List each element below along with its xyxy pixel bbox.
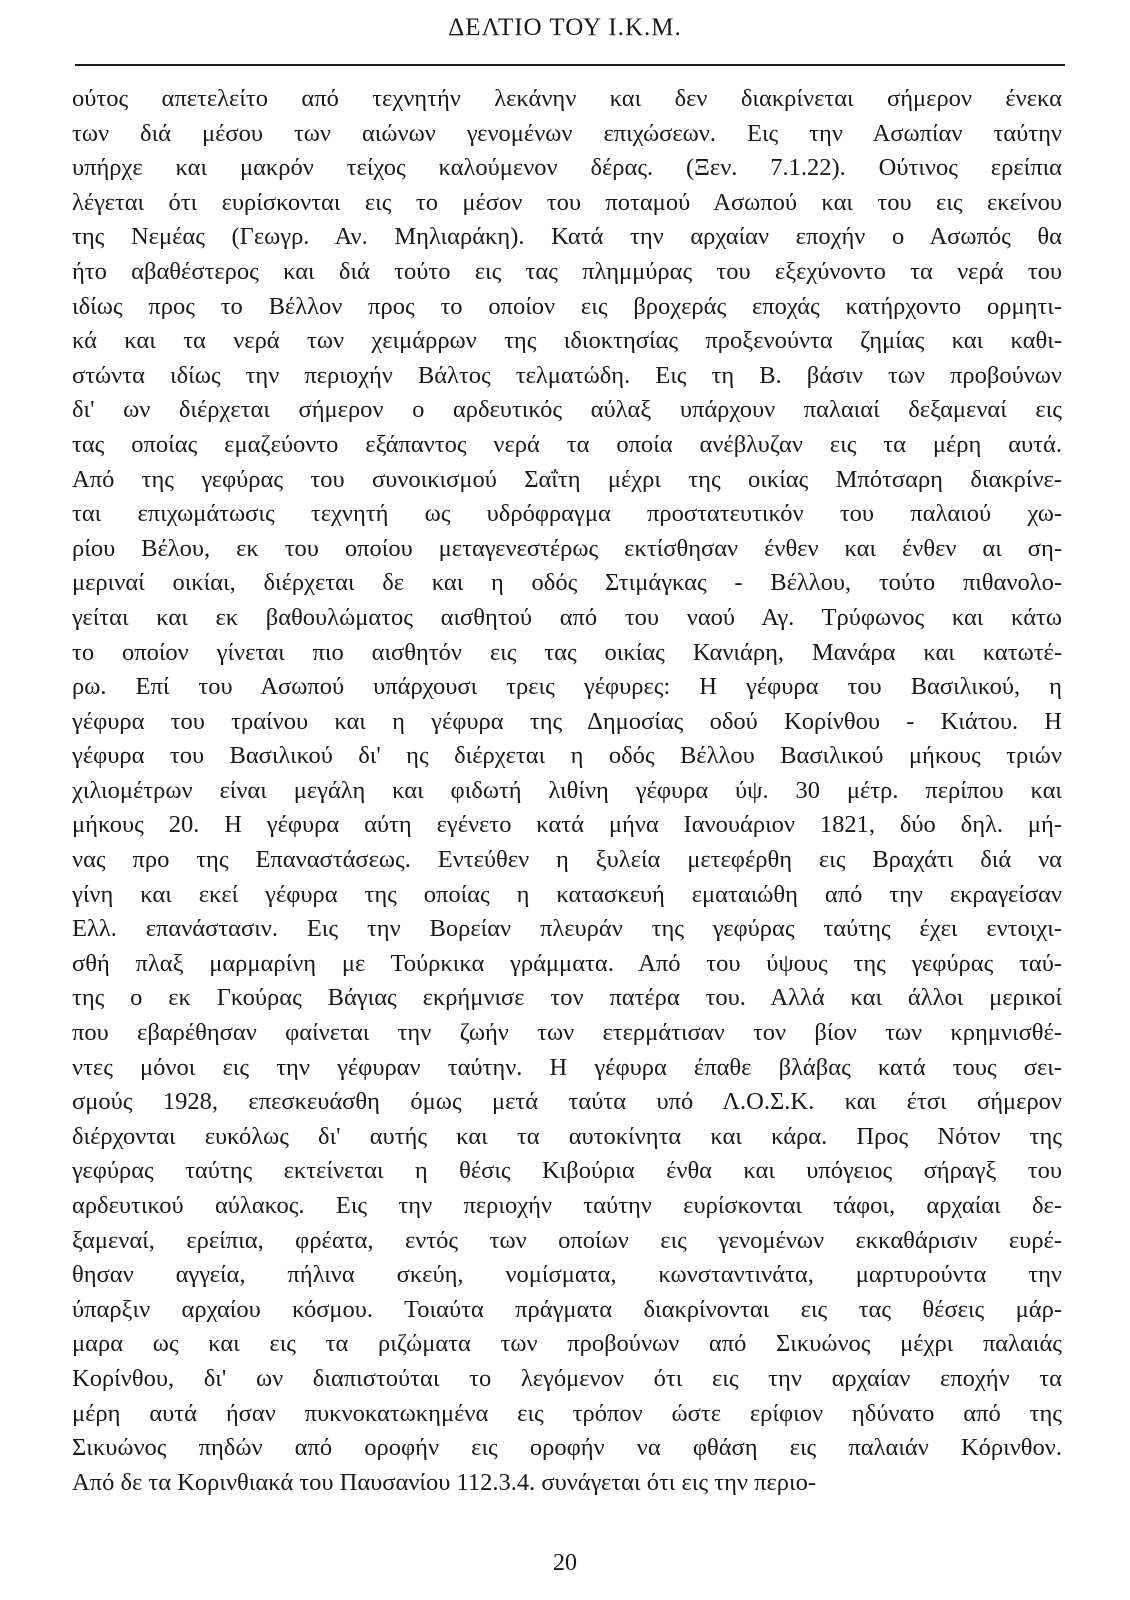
text-line: ρίου Βέλου, εκ του οποίου μεταγενεστέρως εκτίσθησαν ένθεν και ένθεν αι ση- [72, 534, 1062, 562]
text-line: ιδίως προς το Βέλλον προς το οποίον εις βροχεράς εποχάς κατήρχοντο ορμητι- [72, 292, 1062, 320]
text-line: ξαμεναί, ερείπια, φρέατα, εντός των οποίων εις γενομένων εκκαθάρισιν ευρέ- [72, 1226, 1062, 1254]
text-line: της Νεμέας (Γεωγρ. Αν. Μηλιαράκη). Κατά την αρχαίαν εποχήν ο Ασωπός θα [72, 223, 1062, 251]
text-line: ρω. Επί του Ασωπού υπάρχουσι τρεις γέφυρες: Η γέφυρα του Βασιλικού, η [72, 673, 1062, 701]
text-line: σμούς 1928, επεσκευάσθη όμως μετά ταύτα υπό Λ.Ο.Σ.Κ. και έτσι σήμερον [72, 1088, 1062, 1116]
page-number: 20 [553, 1550, 577, 1576]
text-line: γεφύρας ταύτης εκτείνεται η θέσις Κιβούρια ένθα και υπόγειος σήραγξ του [72, 1157, 1062, 1185]
text-line: το οποίον γίνεται πιο αισθητόν εις τας οικίας Κανιάρη, Μανάρα και κατωτέ- [72, 638, 1062, 666]
text-line: τας οποίας εμαζεύοντο εξάπαντος νερά τα οποία ανέβλυζαν εις τα μέρη αυτά. [72, 430, 1062, 458]
text-line: διέρχονται ευκόλως δι' αυτής και τα αυτοκίνητα και κάρα. Προς Νότον της [72, 1122, 1062, 1150]
text-line: γέφυρα του Βασιλικού δι' ης διέρχεται η οδός Βέλλου Βασιλικού μήκους τριών [72, 742, 1062, 770]
text-line: κά και τα νερά των χειμάρρων της ιδιοκτησίας προξενούντα ζημίας και καθι- [72, 327, 1062, 355]
text-line: Από δε τα Κορινθιακά του Παυσανίου 112.3.4. συνάγεται ότι εις την περιο- [72, 1468, 816, 1496]
text-line: γέφυρα του τραίνου και η γέφυρα της Δημοσίας οδού Κορίνθου - Κιάτου. Η [72, 707, 1062, 735]
text-line: σθή πλαξ μαρμαρίνη με Τούρκικα γράμματα. Από του ύψους της γεφύρας ταύ- [72, 949, 1062, 977]
text-line: μαρα ως και εις τα ριζώματα των προβούνων από Σικυώνος μέχρι παλαιάς [72, 1330, 1062, 1358]
text-line: γείται και εκ βαθουλώματος αισθητού από του ναού Αγ. Τρύφωνος και κάτω [72, 603, 1062, 631]
text-line: χιλιομέτρων είναι μεγάλη και φιδωτή λιθίνη γέφυρα ύψ. 30 μέτρ. περίπου και [72, 776, 1062, 804]
header-rule [75, 64, 1065, 66]
text-line: θησαν αγγεία, πήλινα σκεύη, νομίσματα, κωνσταντινάτα, μαρτυρούντα την [72, 1261, 1062, 1289]
text-line: ούτος απετελείτο από τεχνητήν λεκάνην και δεν διακρίνεται σήμερον ένεκα [72, 85, 1062, 112]
text-line: λέγεται ότι ευρίσκονται εις το μέσον του ποταμού Ασωπού και του εις εκείνου [72, 188, 1062, 216]
text-line: που εβαρέθησαν φαίνεται την ζωήν των ετερμάτισαν τον βίον των κρημνισθέ- [72, 1019, 1062, 1047]
text-line: νας προ της Επαναστάσεως. Εντεύθεν η ξυλεία μετεφέρθη εις Βραχάτι διά να [72, 846, 1062, 874]
text-line: δι' ων διέρχεται σήμερον ο αρδευτικός αύλαξ υπάρχουν παλαιαί δεξαμεναί εις [72, 396, 1062, 424]
text-line: Από της γεφύρας του συνοικισμού Σαΐτη μέχρι της οικίας Μπότσαρη διακρίνε- [72, 465, 1062, 493]
text-line: Σικυώνος πηδών από οροφήν εις οροφήν να φθάση εις παλαιάν Κόρινθον. [72, 1434, 1062, 1462]
text-line: ντες μόνοι εις την γέφυραν ταύτην. Η γέφυρα έπαθε βλάβας κατά τους σει- [72, 1053, 1062, 1081]
text-line: υπήρχε και μακρόν τείχος καλούμενον δέρας. (Ξεν. 7.1.22). Ούτινος ερείπια [72, 154, 1062, 182]
text-line: μήκους 20. Η γέφυρα αύτη εγένετο κατά μήνα Ιανουάριον 1821, δύο δηλ. μή- [72, 811, 1062, 839]
text-line: μεριναί οικίαι, διέρχεται δε και η οδός Στιμάγκας - Βέλλου, τούτο πιθανολο- [72, 569, 1062, 597]
text-line: γίνη και εκεί γέφυρα της οποίας η κατασκευή εματαιώθη από την εκραγείσαν [72, 880, 1062, 908]
text-line: ύπαρξιν αρχαίου κόσμου. Τοιαύτα πράγματα διακρίνονται εις τας θέσεις μάρ- [72, 1295, 1062, 1323]
text-line: στώντα ιδίως την περιοχήν Βάλτος τελματώδη. Εις τη Β. βάσιν των προβούνων [72, 361, 1062, 389]
text-line: Κορίνθου, δι' ων διαπιστούται το λεγόμενον ότι εις την αρχαίαν εποχήν τα [72, 1364, 1062, 1392]
running-head: ΔΕΛΤΙΟ ΤΟΥ Ι.Κ.Μ. [448, 14, 682, 41]
text-line: Ελλ. επανάστασιν. Εις την Βορείαν πλευράν της γεφύρας ταύτης έχει εντοιχι- [72, 915, 1062, 943]
text-line: μέρη αυτά ήσαν πυκνοκατωκημένα εις τρόπον ώστε ερίφιον ηδύνατο από της [72, 1399, 1062, 1427]
text-line: ήτο αβαθέστερος και διά τούτο εις τας πλημμύρας του εξεχύνοντο τα νερά του [72, 257, 1062, 285]
text-line: των διά μέσου των αιώνων γενομένων επιχώσεων. Εις την Ασωπίαν ταύτην [72, 119, 1062, 147]
text-line: αρδευτικού αύλακος. Εις την περιοχήν ταύτην ευρίσκονται τάφοι, αρχαίαι δε- [72, 1192, 1062, 1219]
body-text [72, 82, 1062, 1500]
text-line: της ο εκ Γκούρας Βάγιας εκρήμνισε τον πατέρα του. Αλλά και άλλοι μερικοί [72, 984, 1062, 1012]
text-line: ται επιχωμάτωσις τεχνητή ως υδρόφραγμα προστατευτικόν του παλαιού χω- [72, 500, 1062, 528]
